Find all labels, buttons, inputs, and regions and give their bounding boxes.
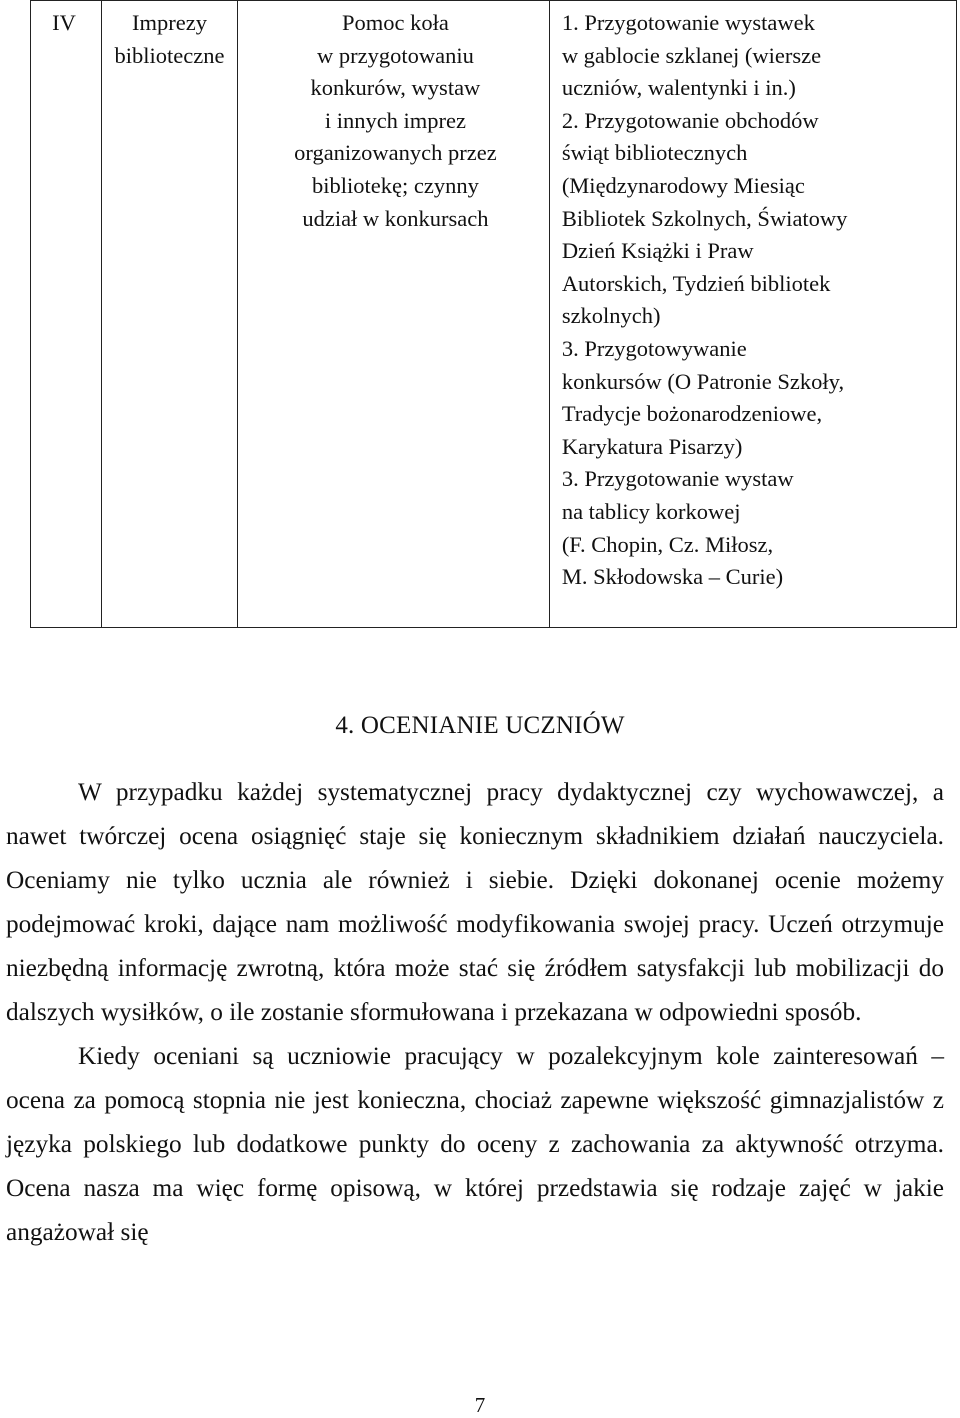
task-line: konkursów (O Patronie Szkoły, [561,368,845,394]
section-body [6,770,944,1254]
task-line: 3. Przygotowywanie [561,335,747,361]
task-line: Autorskich, Tydzień bibliotek [561,270,831,296]
paragraph: W przypadku każdej systematycznej pracy dydaktycznej czy wychowawczej, a nawet twórczej ocena osiągnięć staje się koniecznym składnikiem działań nauczyciela. Oceniamy nie tylko ucznia ale również i siebie. Dzięki dokonanej ocenie możemy podejmować kroki, dające nam możliwość modyfikowania swojej pracy. Uczeń otrzymuje niezbędną informację zwrotną, która może stać się źródłem satysfakcji lub mobilizacji do dalszych wysiłków, o ile zostanie sformułowana i przekazana w odpowiedni sposób. [6,778,944,1026]
row-number-cell: IV [31,1,102,628]
name-line: Imprezy [132,10,207,35]
task-line: 2. Przygotowanie obchodów [561,107,819,133]
description-line: organizowanych przez [294,140,497,166]
task-line: na tablicy korkowej [561,498,741,524]
description-line: konkurów, wystaw [310,75,481,101]
description-line: Pomoc koła [341,10,449,35]
task-line: Tradycje bożonarodzeniowe, [561,401,823,427]
description-line: i innych imprez [324,107,467,133]
task-line: 3. Przygotowanie wystaw [561,466,794,492]
description-line: w przygotowaniu [317,42,474,68]
task-line: (Międzynarodowy Miesiąc [561,172,805,198]
task-line: w gablocie szklanej (wiersze [561,42,822,68]
description-line: bibliotekę; czynny [312,172,479,198]
activities-table [30,0,957,628]
task-line: 1. Przygotowanie wystawek [561,10,815,35]
task-line: świąt bibliotecznych [561,140,748,166]
row-name-cell [101,1,237,628]
row-description-cell [238,1,550,628]
task-line: uczniów, walentynki i in.) [561,75,796,101]
task-line: szkolnych) [561,303,661,329]
paragraph: Kiedy oceniani są uczniowie pracujący w pozalekcyjnym kole zainteresowań – ocena za pomocą stopnia nie jest konieczna, chociaż zapewne większość gimnazjalistów z języka polskiego lub dodatkowe punkty do oceny z zachowania za aktywność otrzyma. Ocena nasza ma więc formę opisową, w której przedstawia się rodzaje zajęć w jakie angażował się [6,1042,944,1246]
description-line: udział w konkursach [302,205,489,231]
task-line: Karykatura Pisarzy) [561,433,743,459]
table-row [31,1,957,628]
name-line: biblioteczne [114,42,225,68]
section-heading: 4. OCENIANIE UCZNIÓW [335,712,625,739]
task-line: Bibliotek Szkolnych, Światowy [561,205,848,231]
row-tasks-cell [549,1,956,628]
task-line: Dzień Książki i Praw [561,238,754,264]
task-line: M. Skłodowska – Curie) [561,564,784,590]
page-number: 7 [474,1393,486,1417]
task-line: (F. Chopin, Cz. Miłosz, [561,531,774,557]
